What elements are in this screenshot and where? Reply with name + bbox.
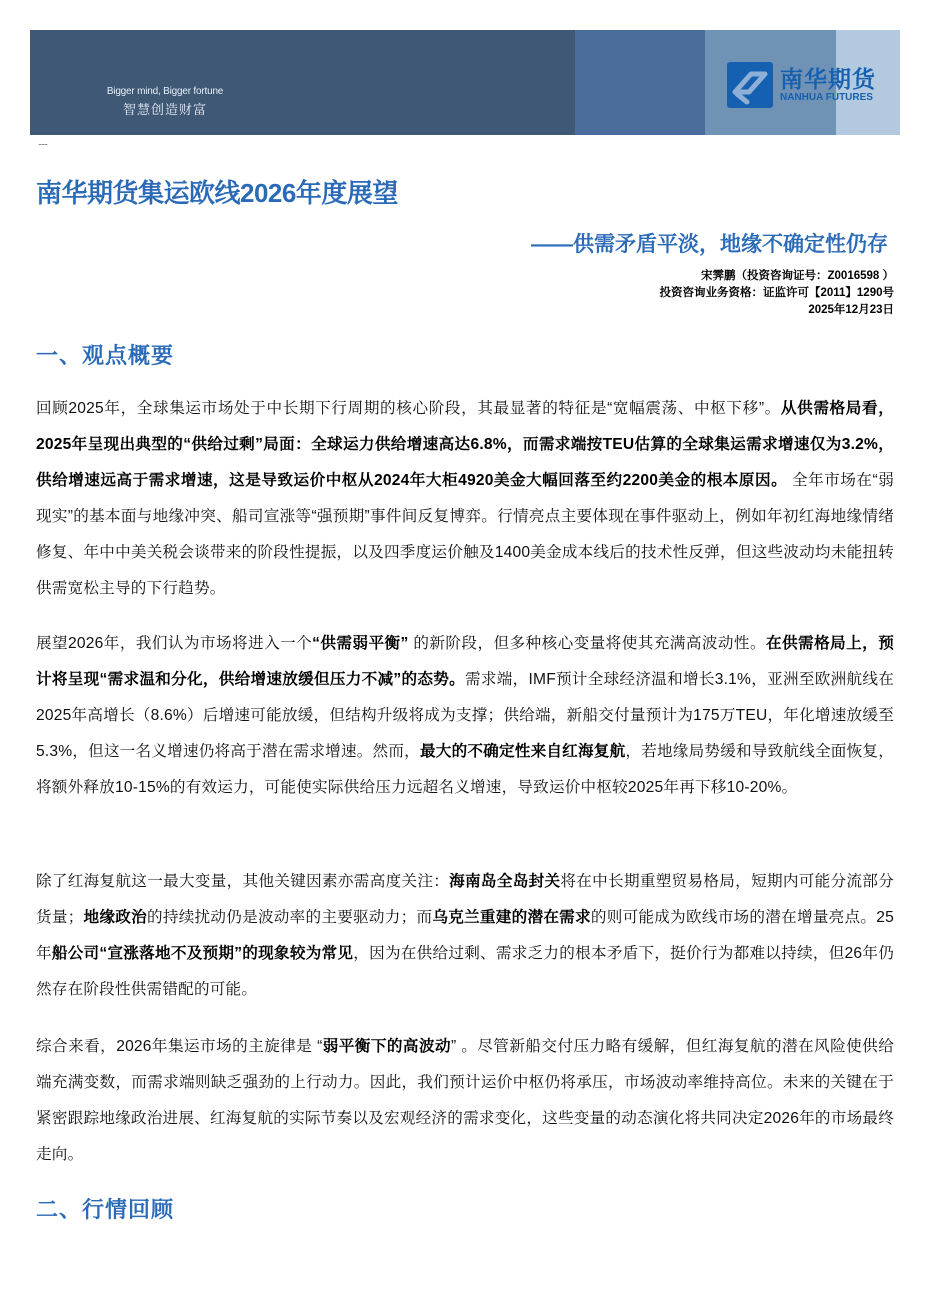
body-text: ，因为在供给过剩、需求乏力的根本矛盾下，挺价行为都难以持续，但26年仍然存在阶段性供需错配的可能。 xyxy=(36,945,894,998)
body-text: 回顾2025年，全球集运市场处于中长期下行周期的核心阶段，其最显著的特征是“宽幅震荡、中枢下移”。 xyxy=(36,400,781,417)
tagline-english: Bigger mind, Bigger fortune xyxy=(106,86,224,97)
body-text: 综合来看，2026年集运市场的主旋律是 “ xyxy=(36,1038,323,1055)
body-text: 展望2026年，我们认为市场将进入一个 xyxy=(36,635,313,652)
section-heading-market-review: 二、行情回顾 xyxy=(36,1197,175,1222)
document-subtitle: ——供需矛盾平淡，地缘不确定性仍存 xyxy=(531,233,888,256)
banner-panel-mid xyxy=(575,30,705,135)
emphasis-text: “供需弱平衡” xyxy=(312,635,409,652)
emphasis-text: 乌克兰重建的潜在需求 xyxy=(432,909,591,926)
emphasis-text: 弱平衡下的高波动 xyxy=(322,1038,452,1055)
paragraph-outlook-2026 xyxy=(36,626,894,806)
ellipsis-marker: ...... xyxy=(38,137,48,147)
section-heading-summary: 一、观点概要 xyxy=(36,343,175,368)
emphasis-text: 船公司“宣涨落地不及预期”的现象较为常见 xyxy=(51,945,354,962)
body-text: 的新阶段，但多种核心变量将使其充满高波动性。 xyxy=(408,635,766,652)
document-title: 南华期货集运欧线2026年度展望 xyxy=(36,178,398,208)
logo-mark-icon xyxy=(727,62,773,108)
body-text: ，若地缘局势缓和导致航线全面恢复，将额外释放10-15%的有效运力，可能使实际供给压力远超名义增速，导致运价中枢较2025年再下移10-20%。 xyxy=(36,743,894,796)
header-banner xyxy=(30,30,900,135)
author-meta xyxy=(659,268,894,319)
body-text: ” 。尽管新船交付压力略有缓解，但红海复航的潜在风险使供给端充满变数，而需求端则缺乏强劲的上行动力。因此，我们预计运价中枢仍将承压，市场波动率维持高位。未来的关键在于紧密跟踪地缘政治进展、红海复航的实际节奏以及宏观经济的需求变化，这些变量的动态演化将共同决定2026年的市场最终走向。 xyxy=(36,1038,895,1163)
paragraph-conclusion xyxy=(36,1029,894,1173)
body-text: 将在中长期重塑贸易格局，短期内可能分流部分货量； xyxy=(36,873,894,926)
logo-chinese: 南华期货 xyxy=(780,66,876,92)
body-text: 全年市场在“弱现实”的基本面与地缘冲突、船司宣涨等“强预期”事件间反复博弈。行情亮点主要体现在事件驱动上，例如年初红海地缘情绪修复、年中中美关税会谈带来的阶段性提振，以及四季度运价触及1400美金成本线后的技术性反弹，但这些波动均未能扭转供需宽松主导的下行趋势。 xyxy=(36,472,894,597)
emphasis-text: 海南岛全岛封关 xyxy=(449,873,561,890)
logo-english: NANHUA FUTURES xyxy=(780,92,873,103)
emphasis-text: 在供需格局上，预计将呈现“需求温和分化，供给增速放缓但压力不减”的态势。 xyxy=(36,635,894,688)
emphasis-text: 地缘政治 xyxy=(83,909,147,926)
body-text: 的持续扰动仍是波动率的主要驱动力；而 xyxy=(146,909,433,926)
body-text: 需求端，IMF预计全球经济温和增长3.1%，亚洲至欧洲航线在2025年高增长（8.6%）后增速可能放缓，但结构升级将成为支撑；供给端，新船交付量预计为175万TEU，年化增速放缓至5.3%，但这一名义增速仍将高于潜在需求增速。然而， xyxy=(36,671,895,760)
emphasis-text: 从供需格局看，2025年呈现出典型的“供给过剩”局面：全球运力供给增速高达6.8%，而需求端按TEU估算的全球集运需求增速仅为3.2%，供给增速远高于需求增速，这是导致运价中枢从2024年大柜4920美金大幅回落至约2200美金的根本原因。 xyxy=(36,400,894,489)
report-date: 2025年12月23日 xyxy=(808,304,894,316)
body-text: 除了红海复航这一最大变量，其他关键因素亦需高度关注： xyxy=(36,873,450,890)
paragraph-key-factors xyxy=(36,864,894,1008)
tagline-chinese: 智慧创造财富 xyxy=(122,102,207,117)
author-line: 宋霁鹏（投资咨询证号：Z0016598 ） xyxy=(701,270,894,282)
logo-text xyxy=(780,66,876,104)
body-text: 的则可能成为欧线市场的潜在增量亮点。25年 xyxy=(36,909,894,962)
company-logo xyxy=(727,62,876,108)
paragraph-review-2025 xyxy=(36,391,894,607)
license-line: 投资咨询业务资格：证监许可【2011】1290号 xyxy=(659,287,894,299)
banner-tagline xyxy=(90,86,240,118)
emphasis-text: 最大的不确定性来自红海复航 xyxy=(419,743,626,760)
